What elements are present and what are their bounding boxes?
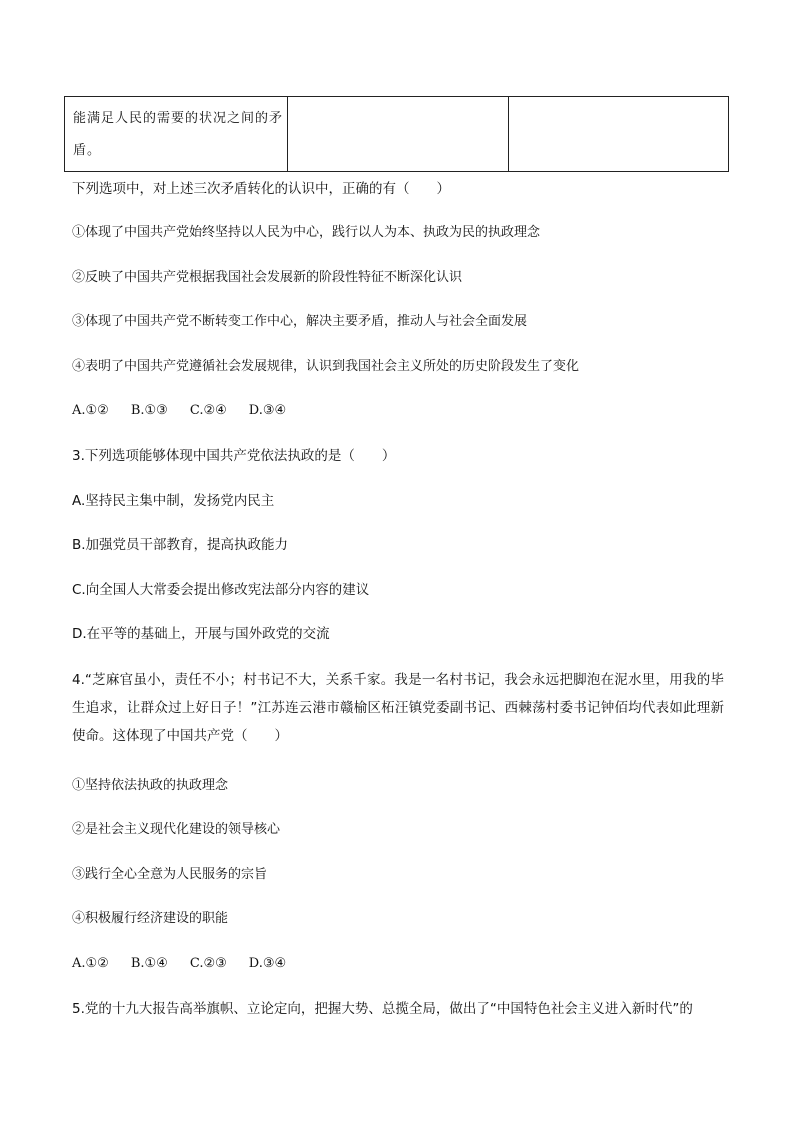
q3-option: D.在平等的基础上，开展与国外政党的交流 (72, 626, 330, 642)
q3-option: B.加强党员干部教育，提高执政能力 (72, 537, 289, 553)
table-cell (65, 97, 288, 172)
option-c: C.②③ (189, 956, 227, 971)
q4-item: ④积极履行经济建设的职能 (72, 911, 229, 926)
option-d: D.③④ (248, 956, 287, 971)
table-cell-text: 能满足人民的需要的状况之间的矛盾。 (73, 111, 284, 158)
q2-item: ④表明了中国共产党遵循社会发展规律，认识到我国社会主义所处的历史阶段发生了变化 (72, 359, 580, 374)
q2-stem: 下列选项中，对上述三次矛盾转化的认识中，正确的有（ ） (72, 181, 450, 197)
q4-item: ②是社会主义现代化建设的领导核心 (72, 822, 281, 837)
table-cell (288, 97, 509, 172)
option-c: C.②④ (189, 403, 227, 418)
q4-item: ①坚持依法执政的执政理念 (72, 778, 229, 793)
q4-item: ③践行全心全意为人民服务的宗旨 (72, 867, 268, 882)
option-b: B.①④ (130, 956, 168, 971)
option-a: A.①② (72, 403, 109, 418)
q2-item: ③体现了中国共产党不断转变工作中心，解决主要矛盾，推动人与社会全面发展 (72, 314, 528, 329)
q3-option: C.向全国人大常委会提出修改宪法部分内容的建议 (72, 582, 370, 598)
q2-options (72, 401, 308, 421)
q3-option: A.坚持民主集中制，发扬党内民主 (72, 493, 275, 509)
option-a: A.①② (72, 956, 109, 971)
q2-item: ①体现了中国共产党始终坚持以人民为中心，践行以人为本、执政为民的执政理念 (72, 225, 541, 240)
q5-stem: 5.党的十九大报告高举旗帜、立论定向，把握大势、总揽全局，做出了“中国特色社会主义进入新时代”的 (72, 1001, 693, 1017)
answer-table (64, 96, 729, 172)
option-d: D.③④ (248, 403, 287, 418)
q4-options (72, 954, 308, 974)
q2-item: ②反映了中国共产党根据我国社会发展新的阶段性特征不断深化认识 (72, 270, 463, 285)
option-b: B.①③ (130, 403, 168, 418)
table-cell (509, 97, 729, 172)
q3-stem: 3.下列选项能够体现中国共产党依法执政的是（ ） (72, 448, 396, 464)
q4-stem: 4.“芝麻官虽小，责任不小；村书记不大，关系千家。我是一名村书记，我会永远把脚泡在泥水里，用我的毕生追求，让群众过上好日子！”江苏连云港市赣榆区柘汪镇党委副书记、西棘荡村委书记钟佰均代表如此理新使命。这体现了中国共产党（ ） (72, 672, 724, 744)
